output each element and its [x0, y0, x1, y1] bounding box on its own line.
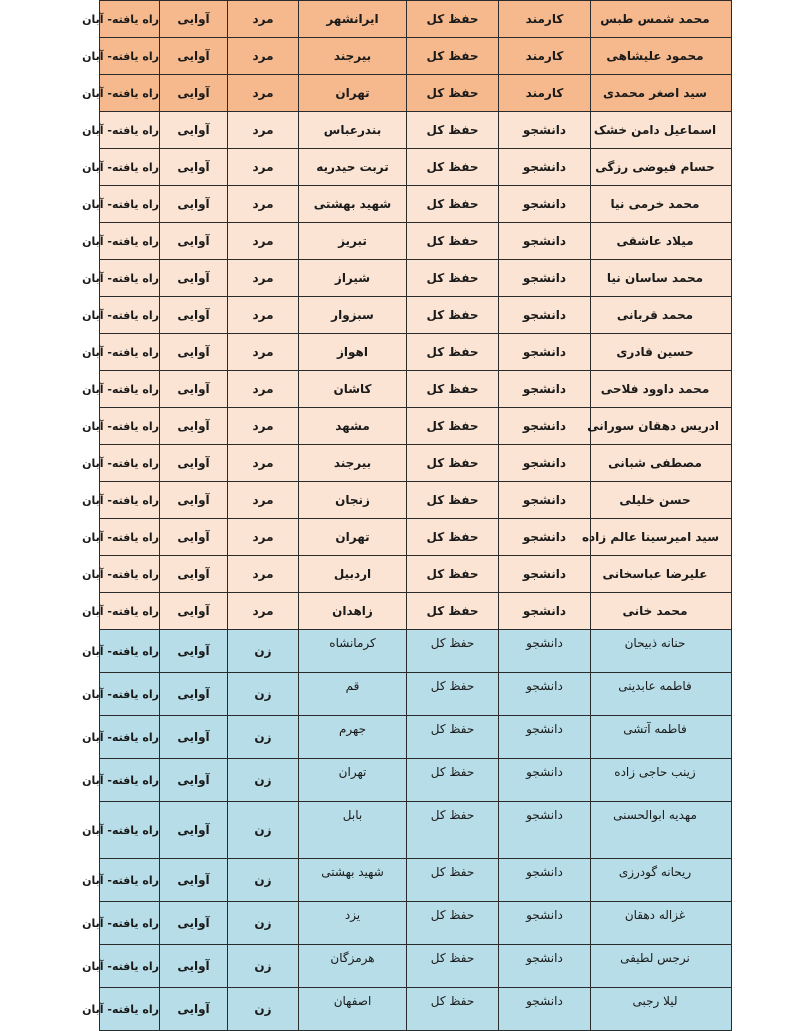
city-cell: اصفهان	[299, 988, 407, 1031]
type-cell: حفظ کل	[407, 1, 499, 38]
table-body	[82, 1, 732, 1031]
table-row	[100, 673, 732, 716]
name-cell: مصطفی شبانی	[591, 445, 732, 482]
gender-cell: مرد	[228, 593, 299, 630]
name-cell: محمد خانی	[591, 593, 732, 630]
type-cell: حفظ کل	[407, 945, 499, 988]
type-cell: حفظ کل	[407, 260, 499, 297]
role-cell: دانشجو	[499, 593, 591, 630]
role-cell: کارمند	[499, 1, 591, 38]
vote-cell: آوایی	[160, 482, 228, 519]
gender-cell: زن	[228, 945, 299, 988]
name-cell: زینب حاجی زاده	[591, 759, 732, 802]
name-cell: محمد داوود فلاحی	[591, 371, 732, 408]
gender-cell: مرد	[228, 260, 299, 297]
gender-cell: مرد	[228, 408, 299, 445]
gender-cell: زن	[228, 902, 299, 945]
name-cell: نرجس لطیفی	[591, 945, 732, 988]
name-cell: محمود علیشاهی	[591, 38, 732, 75]
result-cell: راه یافته- آبان	[100, 673, 160, 716]
gender-cell: مرد	[228, 1, 299, 38]
result-cell: راه یافته- آبان	[100, 630, 160, 673]
city-cell: اهواز	[299, 334, 407, 371]
result-cell: راه یافته- آبان	[100, 593, 160, 630]
gender-cell: زن	[228, 673, 299, 716]
name-cell: فاطمه آتشی	[591, 716, 732, 759]
type-cell: حفظ کل	[407, 297, 499, 334]
name-cell: سید امیرسینا عالم زاده	[591, 519, 732, 556]
type-cell: حفظ کل	[407, 112, 499, 149]
gender-cell: مرد	[228, 519, 299, 556]
role-cell: دانشجو	[499, 334, 591, 371]
gender-cell: مرد	[228, 38, 299, 75]
role-cell: دانشجو	[499, 673, 591, 716]
results-table	[82, 0, 732, 1031]
result-cell: راه یافته- آبان	[100, 902, 160, 945]
gender-cell: مرد	[228, 482, 299, 519]
role-cell: دانشجو	[499, 408, 591, 445]
role-cell: دانشجو	[499, 716, 591, 759]
table-row	[100, 260, 732, 297]
table-row	[100, 859, 732, 902]
city-cell: بیرجند	[299, 445, 407, 482]
result-cell: راه یافته- آبان	[100, 482, 160, 519]
table-row	[100, 334, 732, 371]
result-cell: راه یافته- آبان	[100, 445, 160, 482]
type-cell: حفظ کل	[407, 673, 499, 716]
gender-cell: زن	[228, 716, 299, 759]
result-cell: راه یافته- آبان	[100, 1, 160, 38]
type-cell: حفظ کل	[407, 759, 499, 802]
city-cell: شیراز	[299, 260, 407, 297]
type-cell: حفظ کل	[407, 556, 499, 593]
table-row	[100, 519, 732, 556]
result-cell: راه یافته- آبان	[100, 260, 160, 297]
table-row	[100, 112, 732, 149]
type-cell: حفظ کل	[407, 802, 499, 859]
vote-cell: آوایی	[160, 38, 228, 75]
table-row	[100, 1, 732, 38]
table-row	[100, 945, 732, 988]
result-cell: راه یافته- آبان	[100, 112, 160, 149]
city-cell: کاشان	[299, 371, 407, 408]
vote-cell: آوایی	[160, 223, 228, 260]
result-cell: راه یافته- آبان	[100, 759, 160, 802]
role-cell: دانشجو	[499, 945, 591, 988]
vote-cell: آوایی	[160, 371, 228, 408]
role-cell: کارمند	[499, 38, 591, 75]
role-cell: دانشجو	[499, 556, 591, 593]
type-cell: حفظ کل	[407, 593, 499, 630]
city-cell: اردبیل	[299, 556, 407, 593]
table-row	[100, 408, 732, 445]
city-cell: کرمانشاه	[299, 630, 407, 673]
table-row	[100, 445, 732, 482]
role-cell: دانشجو	[499, 297, 591, 334]
name-cell: میلاد عاشقی	[591, 223, 732, 260]
role-cell: دانشجو	[499, 149, 591, 186]
name-cell: ادریس دهقان سورانی	[591, 408, 732, 445]
result-cell: راه یافته- آبان	[100, 371, 160, 408]
type-cell: حفظ کل	[407, 519, 499, 556]
table-row	[100, 716, 732, 759]
role-cell: دانشجو	[499, 371, 591, 408]
result-cell: راه یافته- آبان	[100, 223, 160, 260]
city-cell: زاهدان	[299, 593, 407, 630]
type-cell: حفظ کل	[407, 630, 499, 673]
result-cell: راه یافته- آبان	[100, 297, 160, 334]
table-row	[100, 593, 732, 630]
result-cell: راه یافته- آبان	[100, 802, 160, 859]
gender-cell: زن	[228, 759, 299, 802]
city-cell: بیرجند	[299, 38, 407, 75]
result-cell: راه یافته- آبان	[100, 556, 160, 593]
name-cell: لیلا رجبی	[591, 988, 732, 1031]
name-cell: غزاله دهقان	[591, 902, 732, 945]
role-cell: دانشجو	[499, 186, 591, 223]
result-cell: راه یافته- آبان	[100, 716, 160, 759]
gender-cell: مرد	[228, 75, 299, 112]
table-row	[100, 149, 732, 186]
table-row	[100, 371, 732, 408]
role-cell: دانشجو	[499, 630, 591, 673]
role-cell: دانشجو	[499, 112, 591, 149]
gender-cell: مرد	[228, 297, 299, 334]
name-cell: محمد شمس طبس	[591, 1, 732, 38]
name-cell: علیرضا عباسخانی	[591, 556, 732, 593]
role-cell: دانشجو	[499, 260, 591, 297]
role-cell: دانشجو	[499, 859, 591, 902]
name-cell: حسین قادری	[591, 334, 732, 371]
name-cell: سید اصغر محمدی	[591, 75, 732, 112]
type-cell: حفظ کل	[407, 859, 499, 902]
result-cell: راه یافته- آبان	[100, 945, 160, 988]
table-row	[100, 759, 732, 802]
vote-cell: آوایی	[160, 630, 228, 673]
result-cell: راه یافته- آبان	[100, 408, 160, 445]
role-cell: دانشجو	[499, 482, 591, 519]
gender-cell: مرد	[228, 223, 299, 260]
table-row	[100, 186, 732, 223]
result-cell: راه یافته- آبان	[100, 859, 160, 902]
city-cell: تبریز	[299, 223, 407, 260]
type-cell: حفظ کل	[407, 38, 499, 75]
name-cell: اسماعیل دامن خشک	[591, 112, 732, 149]
result-cell: راه یافته- آبان	[100, 75, 160, 112]
city-cell: یزد	[299, 902, 407, 945]
vote-cell: آوایی	[160, 556, 228, 593]
type-cell: حفظ کل	[407, 482, 499, 519]
type-cell: حفظ کل	[407, 445, 499, 482]
vote-cell: آوایی	[160, 1, 228, 38]
gender-cell: زن	[228, 630, 299, 673]
city-cell: مشهد	[299, 408, 407, 445]
gender-cell: مرد	[228, 112, 299, 149]
city-cell: تهران	[299, 519, 407, 556]
type-cell: حفظ کل	[407, 334, 499, 371]
city-cell: تربت حیدریه	[299, 149, 407, 186]
city-cell: تهران	[299, 759, 407, 802]
gender-cell: زن	[228, 802, 299, 859]
vote-cell: آوایی	[160, 408, 228, 445]
vote-cell: آوایی	[160, 334, 228, 371]
city-cell: بابل	[299, 802, 407, 859]
type-cell: حفظ کل	[407, 186, 499, 223]
type-cell: حفظ کل	[407, 902, 499, 945]
city-cell: زنجان	[299, 482, 407, 519]
result-cell: راه یافته- آبان	[100, 519, 160, 556]
type-cell: حفظ کل	[407, 371, 499, 408]
vote-cell: آوایی	[160, 112, 228, 149]
vote-cell: آوایی	[160, 260, 228, 297]
city-cell: جهرم	[299, 716, 407, 759]
vote-cell: آوایی	[160, 673, 228, 716]
city-cell: شهید بهشتی	[299, 186, 407, 223]
city-cell: هرمزگان	[299, 945, 407, 988]
vote-cell: آوایی	[160, 716, 228, 759]
gender-cell: مرد	[228, 371, 299, 408]
city-cell: سبزوار	[299, 297, 407, 334]
vote-cell: آوایی	[160, 186, 228, 223]
results-sheet	[82, 0, 731, 1031]
vote-cell: آوایی	[160, 988, 228, 1031]
role-cell: کارمند	[499, 75, 591, 112]
vote-cell: آوایی	[160, 759, 228, 802]
vote-cell: آوایی	[160, 297, 228, 334]
table-row	[100, 297, 732, 334]
type-cell: حفظ کل	[407, 716, 499, 759]
role-cell: دانشجو	[499, 223, 591, 260]
vote-cell: آوایی	[160, 593, 228, 630]
gender-cell: مرد	[228, 445, 299, 482]
gender-cell: زن	[228, 988, 299, 1031]
table-row	[100, 223, 732, 260]
role-cell: دانشجو	[499, 759, 591, 802]
result-cell: راه یافته- آبان	[100, 149, 160, 186]
city-cell: ایرانشهر	[299, 1, 407, 38]
vote-cell: آوایی	[160, 75, 228, 112]
gender-cell: مرد	[228, 186, 299, 223]
table-row	[100, 38, 732, 75]
role-cell: دانشجو	[499, 519, 591, 556]
table-row	[100, 556, 732, 593]
table-row	[100, 902, 732, 945]
name-cell: حسن خلیلی	[591, 482, 732, 519]
table-row	[100, 988, 732, 1031]
vote-cell: آوایی	[160, 149, 228, 186]
city-cell: شهید بهشتی	[299, 859, 407, 902]
name-cell: محمد ساسان نیا	[591, 260, 732, 297]
role-cell: دانشجو	[499, 988, 591, 1031]
table-row	[100, 482, 732, 519]
vote-cell: آوایی	[160, 802, 228, 859]
name-cell: فاطمه عابدینی	[591, 673, 732, 716]
result-cell: راه یافته- آبان	[100, 186, 160, 223]
type-cell: حفظ کل	[407, 988, 499, 1031]
role-cell: دانشجو	[499, 445, 591, 482]
gender-cell: مرد	[228, 334, 299, 371]
name-cell: مهدیه ابوالحسنی	[591, 802, 732, 859]
role-cell: دانشجو	[499, 902, 591, 945]
type-cell: حفظ کل	[407, 223, 499, 260]
gender-cell: مرد	[228, 556, 299, 593]
city-cell: تهران	[299, 75, 407, 112]
vote-cell: آوایی	[160, 445, 228, 482]
vote-cell: آوایی	[160, 859, 228, 902]
result-cell: راه یافته- آبان	[100, 334, 160, 371]
gender-cell: مرد	[228, 149, 299, 186]
type-cell: حفظ کل	[407, 408, 499, 445]
table-row	[100, 75, 732, 112]
type-cell: حفظ کل	[407, 75, 499, 112]
role-cell: دانشجو	[499, 802, 591, 859]
name-cell: ریحانه گودرزی	[591, 859, 732, 902]
name-cell: محمد قربانی	[591, 297, 732, 334]
city-cell: بندرعباس	[299, 112, 407, 149]
result-cell: راه یافته- آبان	[100, 38, 160, 75]
result-cell: راه یافته- آبان	[100, 988, 160, 1031]
name-cell: حنانه ذبیحان	[591, 630, 732, 673]
vote-cell: آوایی	[160, 945, 228, 988]
table-row	[100, 630, 732, 673]
vote-cell: آوایی	[160, 902, 228, 945]
vote-cell: آوایی	[160, 519, 228, 556]
city-cell: قم	[299, 673, 407, 716]
table-row	[100, 802, 732, 859]
name-cell: محمد خرمی نیا	[591, 186, 732, 223]
type-cell: حفظ کل	[407, 149, 499, 186]
name-cell: حسام فیوضی رزگی	[591, 149, 732, 186]
gender-cell: زن	[228, 859, 299, 902]
